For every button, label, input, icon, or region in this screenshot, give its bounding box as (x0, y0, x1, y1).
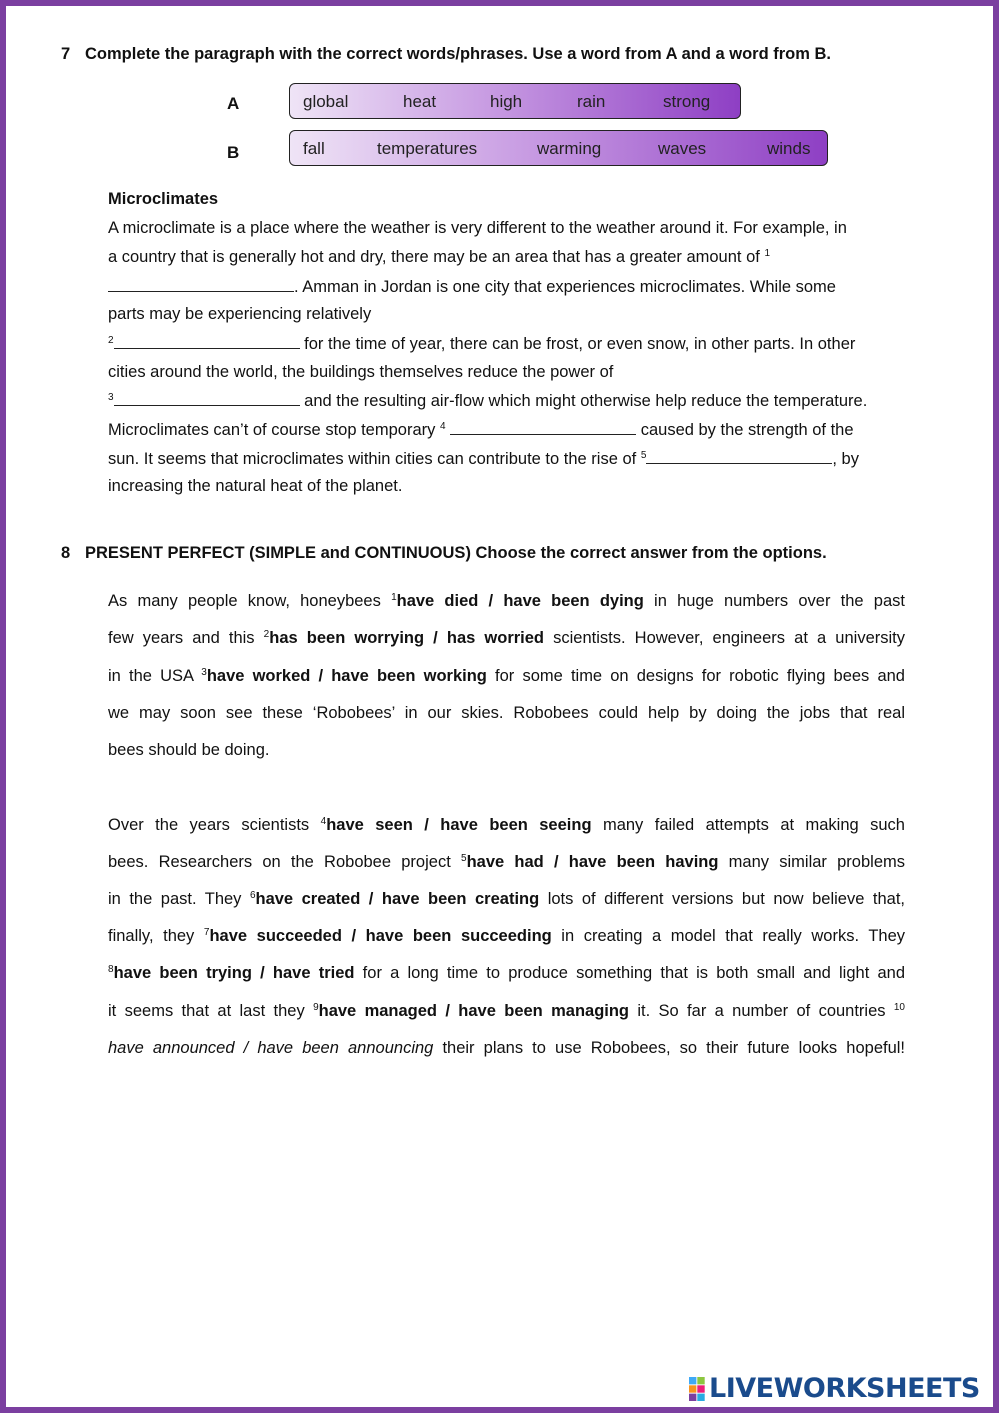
word-a-3: high (490, 92, 523, 111)
mc-line-4: parts may be experiencing relatively (108, 305, 372, 323)
q8-number: 8 (61, 544, 71, 562)
mc-line-8: Microclimates can’t of course stop temporary $^4$ caused by the strength of the (108, 421, 854, 439)
pp-line-4: we may soon see these ‘Robobees’ in our skies. Robobees could help by doing the jobs that real (108, 704, 905, 722)
option-8[interactable]: have been trying / have tried (113, 964, 355, 982)
pp-line-6: Over the years scientists $^4$have seen / have been seeing many failed attempts at making such (108, 816, 905, 834)
mc-line-3: . Amman in Jordan is one city that experiences microclimates. While some (108, 277, 836, 297)
mc-line-5: $^2$ for the time of year, there can be frost, or even snow, in other parts. In other (108, 335, 856, 353)
mc-line-1: A microclimate is a place where the weather is very different to the weather around it. For example, in (108, 219, 847, 237)
q7-number: 7 (61, 45, 71, 63)
option-7[interactable]: have succeeded / have been succeeding (209, 927, 552, 945)
pp-line-5: bees should be doing. (108, 741, 270, 759)
pp-line-11: it seems that at last they $^9$have managed / have been managing it. So far a number of countries $^{10}$ (108, 1002, 905, 1020)
mc-line-2: a country that is generally hot and dry, there may be an area that has a greater amount of $^1$ (108, 248, 770, 266)
word-a-2: heat (403, 92, 437, 111)
mc-line-10: increasing the natural heat of the planet. (108, 477, 403, 495)
word-b-4: waves (658, 139, 707, 158)
worksheet-page (6, 6, 993, 1407)
pp-line-1: As many people know, honeybees $^1$have died / have been dying in huge numbers over the past (108, 592, 905, 610)
option-1[interactable]: have died / have been dying (396, 592, 644, 610)
pp-line-9: finally, they $^7$have succeeded / have been succeeding in creating a model that really works. They (108, 927, 906, 945)
pp-line-2: few years and this $^2$has been worrying / has worried scientists. However, engineers at a university (108, 629, 905, 647)
pp-line-12: have announced / have been announcing their plans to use Robobees, so their future looks hopeful! (108, 1039, 906, 1057)
mc-line-6: cities around the world, the buildings themselves reduce the power of (108, 363, 614, 381)
mc-line-7: $^3$ and the resulting air-flow which might otherwise help reduce the temperature. (108, 392, 868, 410)
box-b-label: B (227, 143, 240, 162)
q7-heading (61, 45, 831, 64)
mc-line-9: sun. It seems that microclimates within cities can contribute to the rise of $^5$ , by (108, 450, 859, 468)
q8-heading (61, 544, 827, 563)
word-b-3: warming (537, 139, 602, 158)
option-9[interactable]: have managed / have been managing (318, 1002, 630, 1020)
word-a-1: global (303, 92, 349, 111)
word-b-5: winds (767, 139, 811, 158)
blank-4[interactable] (450, 420, 636, 435)
word-box-a (289, 83, 741, 119)
q8-instruction: PRESENT PERFECT (SIMPLE and CONTINUOUS) Choose the correct answer from the options. (85, 544, 827, 562)
q7-instruction: Complete the paragraph with the correct words/phrases. Use a word from A and a word from B. (85, 45, 831, 63)
pp-line-3: in the USA $^3$have worked / have been working for some time on designs for robotic flying bees and (108, 667, 905, 685)
word-a-4: rain (577, 92, 606, 111)
pp-line-7: bees. Researchers on the Robobee project $^5$have had / have been having many similar problems (108, 853, 905, 871)
box-a-label: A (227, 94, 240, 113)
option-5[interactable]: have had / have been having (466, 853, 719, 871)
blank-2[interactable] (114, 334, 300, 349)
option-3[interactable]: have worked / have been working (206, 667, 487, 685)
option-10[interactable]: have announced / have been announcing (108, 1039, 434, 1057)
word-a-5: strong (663, 92, 711, 111)
option-6[interactable]: have created / have been creating (255, 890, 540, 908)
word-b-2: temperatures (377, 139, 478, 158)
option-4[interactable]: have seen / have been seeing (326, 816, 592, 834)
liveworksheets-logo (689, 670, 989, 706)
word-b-1: fall (303, 139, 325, 158)
pp-line-8: in the past. They $^6$have created / have been creating lots of different versions but now believe that, (108, 890, 905, 908)
blank-3[interactable] (114, 391, 300, 406)
blank-5[interactable] (646, 449, 832, 464)
word-box-b (289, 130, 828, 166)
microclimates-title: Microclimates (108, 190, 219, 208)
blank-1[interactable] (108, 277, 294, 292)
option-2[interactable]: has been worrying / has worried (269, 629, 545, 647)
liveworksheets-logo-area (689, 1372, 989, 1408)
pp-line-10: $^8$have been trying / have tried for a long time to produce something that is both small and light and (108, 964, 906, 982)
liveworksheets-logo-text: LIVEWORKSHEETS (709, 1373, 980, 1404)
